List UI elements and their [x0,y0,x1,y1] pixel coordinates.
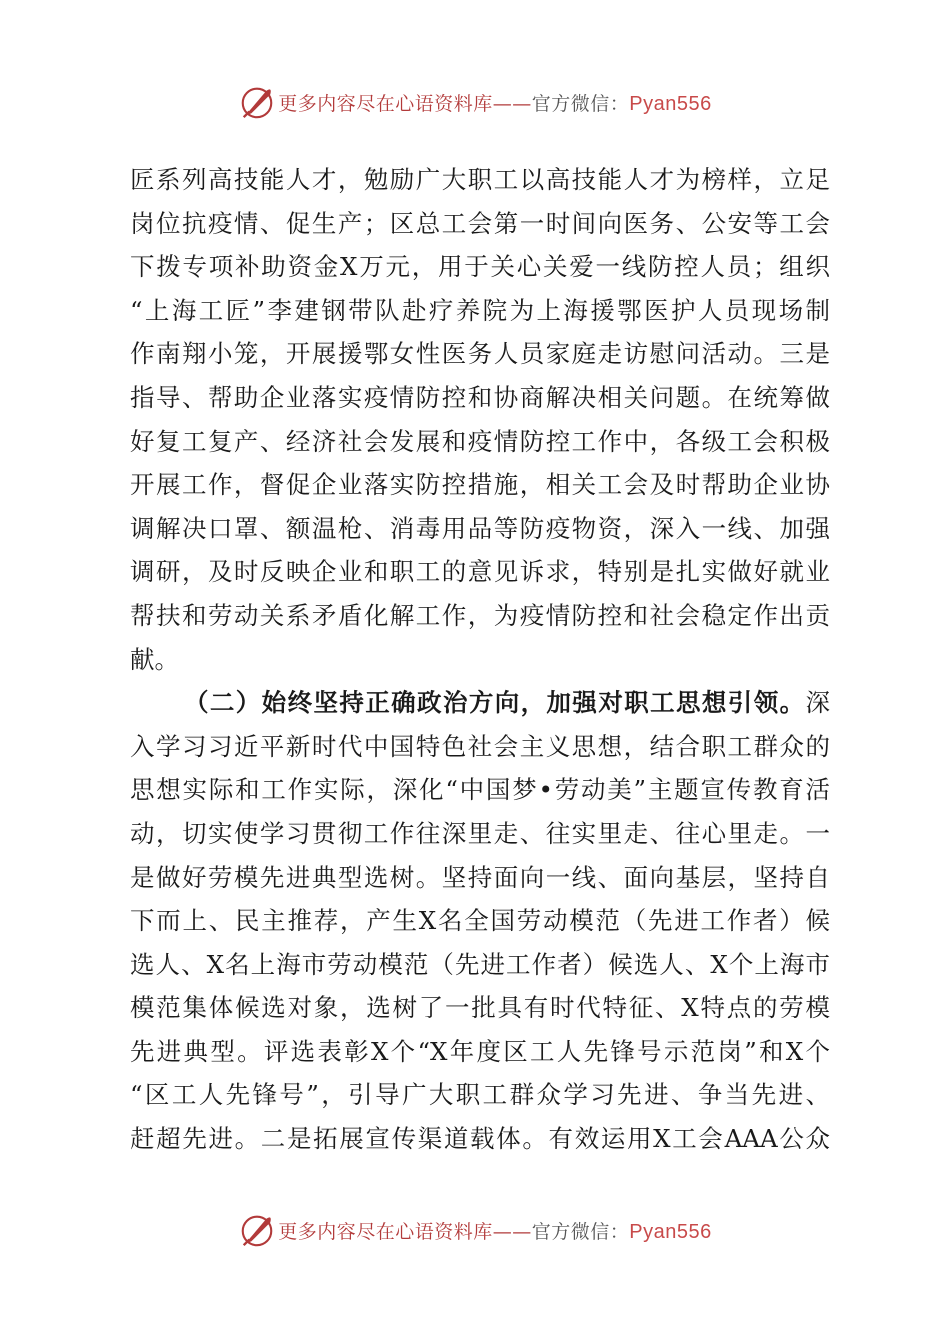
quill-pen-logo-icon [238,83,276,121]
section2-first-tail: 深 [805,688,830,718]
watermark-text [278,89,712,116]
document-body [130,158,830,1161]
body-line: 岗位抗疫情、促生产；区总工会第一时间向医务、公安等工会 [130,208,830,238]
body-line: 调解决口罩、额温枪、消毒用品等防疫物资，深入一线、加强 [130,513,830,543]
body-line: 匠系列高技能人才，勉励广大职工以高技能人才为榜样，立足 [130,165,830,194]
body-line: 调研，及时反映企业和职工的意见诉求，特别是扎实做好就业 [130,557,830,587]
section2-heading: （二）始终坚持正确政治方向，加强对职工思想引领。 [184,688,806,718]
watermark-separator: — [492,1220,513,1243]
watermark-footer [0,1208,950,1252]
body-line: 下拨专项补助资金X万元，用于关心关爱一线防控人员；组织 [130,252,830,282]
body-line: 指导、帮助企业落实疫情防控和协商解决相关问题。在统筹做 [130,382,830,412]
section-heading-line [130,681,830,725]
watermark-wechat-id: Pyan556 [629,1220,712,1243]
watermark-separator-2: — [512,92,532,115]
watermark-wechat-label: 官方微信： [531,92,630,115]
watermark-wechat-id: Pyan556 [629,92,712,115]
watermark-header [0,80,950,124]
body-line: 好复工复产、经济社会发展和疫情防控工作中，各级工会积极 [130,426,830,456]
body-line: 帮扶和劳动关系矛盾化解工作，为疫情防控和社会稳定作出贡 [130,600,830,630]
body-line: 选人、X名上海市劳动模范（先进工作者）候选人、X个上海市 [130,949,830,979]
body-line: 入学习习近平新时代中国特色社会主义思想，结合职工群众的 [130,731,830,761]
watermark-prefix: 更多内容尽在心语资料库 [278,92,493,115]
watermark-separator: — [492,92,513,115]
body-line: 先进典型。评选表彰X个“X年度区工人先锋号示范岗”和X个 [130,1036,830,1066]
body-line: 思想实际和工作实际，深化“中国梦•劳动美”主题宣传教育活 [130,775,830,805]
watermark-separator-2: — [512,1220,532,1243]
body-line: 赶超先进。二是拓展宣传渠道载体。有效运用X工会AAA公众 [130,1124,830,1154]
quill-pen-logo-icon [238,1211,276,1249]
body-line: 模范集体候选对象，选树了一批具有时代特征、X特点的劳模 [130,993,830,1023]
body-line: 是做好劳模先进典型选树。坚持面向一线、面向基层，坚持自 [130,862,830,892]
body-line: 开展工作，督促企业落实防控措施，相关工会及时帮助企业协 [130,470,830,500]
body-line: 动，切实使学习贯彻工作往深里走、往实里走、往心里走。一 [130,818,830,848]
watermark-text [278,1217,712,1244]
body-line: 作南翔小笼，开展援鄂女性医务人员家庭走访慰问活动。三是 [130,339,830,369]
watermark-wechat-label: 官方微信： [531,1220,630,1243]
body-line: 下而上、民主推荐，产生X名全国劳动模范（先进工作者）候 [130,906,830,936]
body-line: “上海工匠”李建钢带队赴疗养院为上海援鄂医护人员现场制 [130,295,830,325]
body-line: “区工人先锋号”，引导广大职工群众学习先进、争当先进、 [130,1080,830,1110]
watermark-prefix: 更多内容尽在心语资料库 [278,1220,493,1243]
body-line: 献。 [130,644,179,674]
